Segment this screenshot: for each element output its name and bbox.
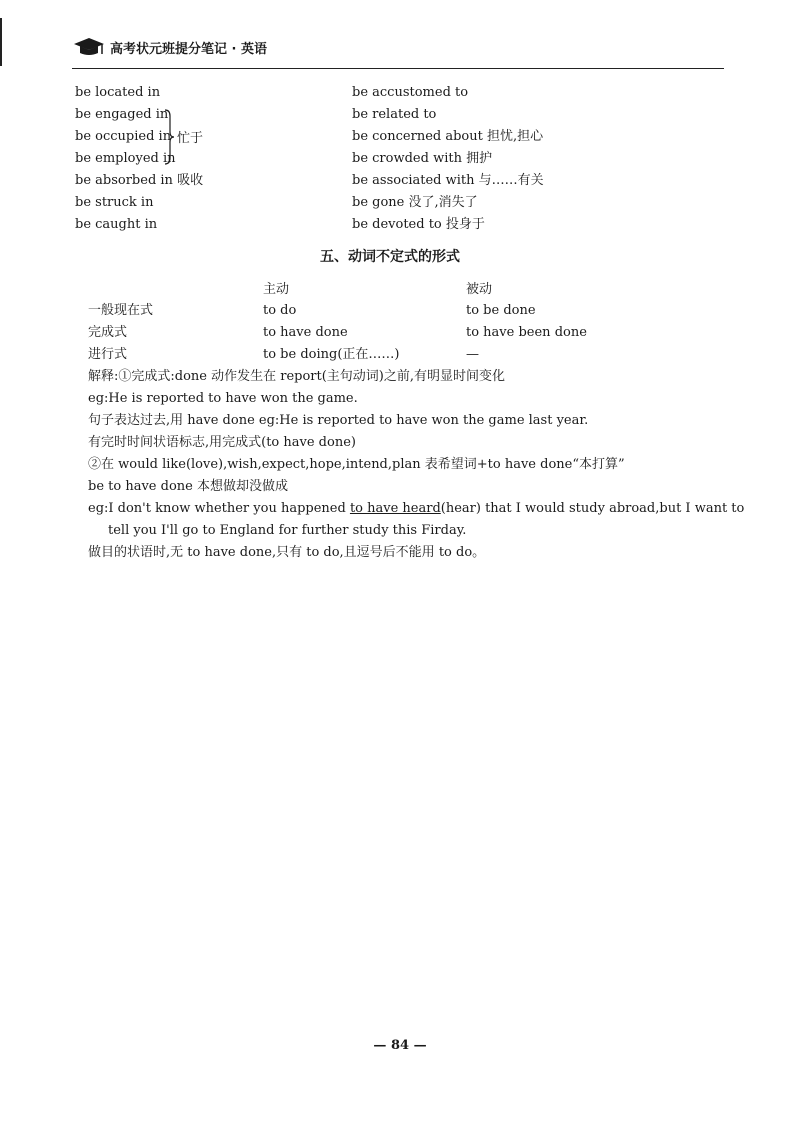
table-header-active: 主动 (263, 282, 290, 297)
table-cell: to have been done (466, 325, 587, 340)
note-text: (hear) that I would study abroad,but I want to (440, 501, 745, 516)
note-line: be to have done 本想做却没做成 (88, 479, 288, 494)
phrase-right: be crowded with 拥护 (352, 151, 493, 166)
table-cell: 一般现在式 (88, 303, 154, 318)
left-margin-rule (0, 18, 2, 66)
phrase-right: be devoted to 投身于 (352, 217, 485, 232)
note-line: tell you I'll go to England for further study this Firday. (108, 523, 467, 538)
phrase-left: be employed in (75, 151, 176, 166)
phrase-left: be occupied in (75, 129, 172, 144)
phrase-right: be gone 没了,消失了 (352, 195, 478, 210)
phrase-right: be concerned about 担忧,担心 (352, 129, 544, 144)
table-header-passive: 被动 (466, 282, 493, 297)
note-line: 有完时时间状语标志,用完成式(to have done) (88, 435, 356, 450)
phrase-left: be engaged in (75, 107, 169, 122)
phrase-right: be associated with 与……有关 (352, 173, 544, 188)
phrase-right: be related to (352, 107, 437, 122)
table-cell: to be doing(正在……) (263, 347, 400, 362)
section-title: 五、动词不定式的形式 (320, 249, 460, 265)
graduation-cap-icon (72, 36, 106, 58)
phrase-left: be absorbed in 吸收 (75, 173, 204, 188)
note-text: eg:I don't know whether you happened (88, 501, 350, 516)
table-cell: 完成式 (88, 325, 128, 340)
table-cell: — (466, 347, 479, 362)
header-divider (72, 68, 724, 69)
note-line (88, 501, 744, 517)
right-brace (163, 108, 175, 166)
phrase-left: be caught in (75, 217, 158, 232)
table-cell: to do (263, 303, 297, 318)
note-line: ②在 would like(love),wish,expect,hope,intend,plan 表希望词+to have done“本打算” (88, 457, 625, 472)
phrase-right: be accustomed to (352, 85, 469, 100)
note-line: eg:He is reported to have won the game. (88, 391, 358, 406)
phrase-left: be struck in (75, 195, 154, 210)
phrase-left: be located in (75, 85, 161, 100)
brace-label: 忙于 (177, 131, 204, 146)
page-number: — 84 — (373, 1038, 427, 1053)
note-line: 句子表达过去,用 have done eg:He is reported to have won the game last year. (88, 413, 589, 428)
note-line: 解释:①完成式:done 动作发生在 report(主句动词)之前,有明显时间变化 (88, 369, 506, 384)
table-cell: 进行式 (88, 347, 128, 362)
header-title: 高考状元班提分笔记 · 英语 (110, 42, 267, 57)
table-cell: to be done (466, 303, 536, 318)
table-cell: to have done (263, 325, 348, 340)
note-line: 做目的状语时,无 to have done,只有 to do,且逗号后不能用 to do。 (88, 545, 486, 560)
underlined-phrase: to have heard (349, 501, 441, 516)
